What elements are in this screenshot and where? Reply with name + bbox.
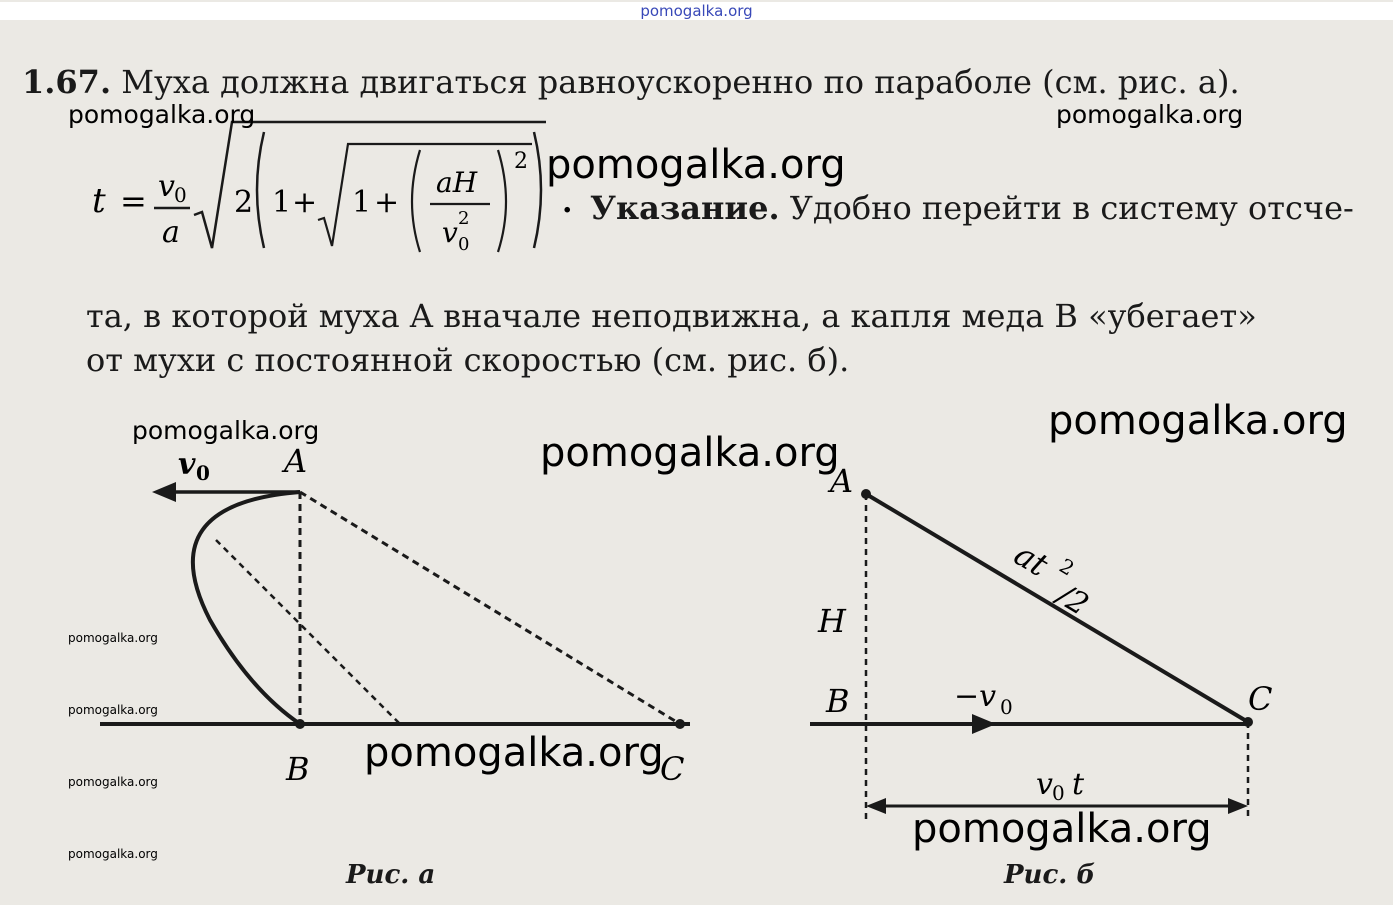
formula-num-sub: 0 <box>174 183 187 207</box>
figure-a-dashed-AC <box>300 492 680 724</box>
figure-b-label-at2: at <box>1007 535 1055 585</box>
figure-b-label-minus-v0-sub: 0 <box>1000 695 1013 719</box>
figure-b-label-v0t-sub: 0 <box>1052 781 1065 805</box>
formula-v0sq-v: v <box>442 216 458 249</box>
formula-v0sq-sup: 2 <box>458 208 470 229</box>
hint-label: Указание. <box>590 189 780 227</box>
figure-b-dimension-arrow-left <box>866 798 886 814</box>
formula-two: 2 <box>234 185 254 220</box>
figure-b-dimension-arrow-right <box>1228 798 1248 814</box>
watermark-9[interactable]: pomogalka.org <box>364 730 664 776</box>
figure-a-v0-arrowhead <box>152 482 176 502</box>
formula-one-inner: 1 <box>352 185 372 220</box>
figure-b-label-B: B <box>826 682 850 720</box>
problem-line-1-text: Муха должна двигаться равноускоренно по параболе (см. рис. а). <box>121 63 1240 101</box>
formula-plus-2: + <box>374 185 400 220</box>
figure-a <box>90 430 730 870</box>
figure-b-label-v0t-t: t <box>1072 767 1085 802</box>
figure-a-label-A: A <box>284 442 308 480</box>
problem-line-1 <box>22 62 1240 102</box>
formula-den: a <box>162 215 180 250</box>
problem-line-4: от мухи с постоянной скоростью (см. рис. б). <box>86 341 850 379</box>
watermark-4[interactable]: pomogalka.org <box>1048 398 1348 444</box>
figure-b-label-H: H <box>818 602 846 640</box>
figure-b-label-at2-sup: 2 <box>1055 553 1079 581</box>
watermark-12[interactable]: pomogalka.org <box>68 847 158 861</box>
formula-v0sq-sub: 0 <box>458 234 470 255</box>
problem-line-3: та, в которой муха A вначале неподвижна, а капля меда B «убегает» <box>86 297 1257 335</box>
figure-a-label-B: B <box>286 750 310 788</box>
watermark-1[interactable]: pomogalka.org <box>68 100 256 129</box>
watermark-6[interactable]: pomogalka.org <box>540 430 840 476</box>
figure-a-dashed-inner <box>216 540 400 724</box>
top-watermark[interactable]: pomogalka.org <box>0 2 1393 20</box>
watermark-8[interactable]: pomogalka.org <box>68 703 158 717</box>
figure-a-parabola <box>193 492 300 724</box>
problem-line-2 <box>590 188 1354 228</box>
watermark-5[interactable]: pomogalka.org <box>132 416 320 445</box>
figure-b-point-C <box>1243 717 1253 727</box>
formula-t: t <box>92 181 106 221</box>
formula-one: 1 <box>272 185 292 220</box>
figure-a-label-C: C <box>660 750 685 788</box>
figure-a-point-C <box>675 719 685 729</box>
figure-b-label-minus-v0: −v <box>954 679 997 714</box>
figure-a-point-B <box>295 719 305 729</box>
problem-line-2-text: Удобно перейти в систему отсче- <box>789 189 1354 227</box>
figure-a-v0-label: v <box>178 447 196 482</box>
watermark-11[interactable]: pomogalka.org <box>912 806 1212 852</box>
formula-eq: = <box>120 182 147 220</box>
figure-b-label-v0t-v: v <box>1036 767 1053 802</box>
watermark-10[interactable]: pomogalka.org <box>68 775 158 789</box>
formula-aH: aH <box>436 166 478 199</box>
figure-b-v0-arrowhead <box>972 714 996 734</box>
figure-b <box>800 460 1280 860</box>
figure-a-caption: Рис. а <box>346 860 436 890</box>
watermark-2[interactable]: pomogalka.org <box>1056 100 1244 129</box>
formula-plus-1: + <box>292 185 318 220</box>
watermark-3[interactable]: pomogalka.org <box>546 142 846 188</box>
formula-power: 2 <box>514 149 528 174</box>
problem-number: 1.67. <box>22 63 112 101</box>
formula-dot: . <box>562 185 573 220</box>
figure-b-point-A <box>861 489 871 499</box>
figure-b-label-C: C <box>1248 680 1273 718</box>
watermark-7[interactable]: pomogalka.org <box>68 631 158 645</box>
figure-b-label-A: A <box>830 462 854 500</box>
figure-b-label-at2-den: /2 <box>1051 577 1095 623</box>
figure-b-caption: Рис. б <box>1004 860 1096 890</box>
figure-a-v0-sub: 0 <box>196 461 210 485</box>
formula <box>86 120 586 260</box>
formula-num: v <box>158 169 175 204</box>
